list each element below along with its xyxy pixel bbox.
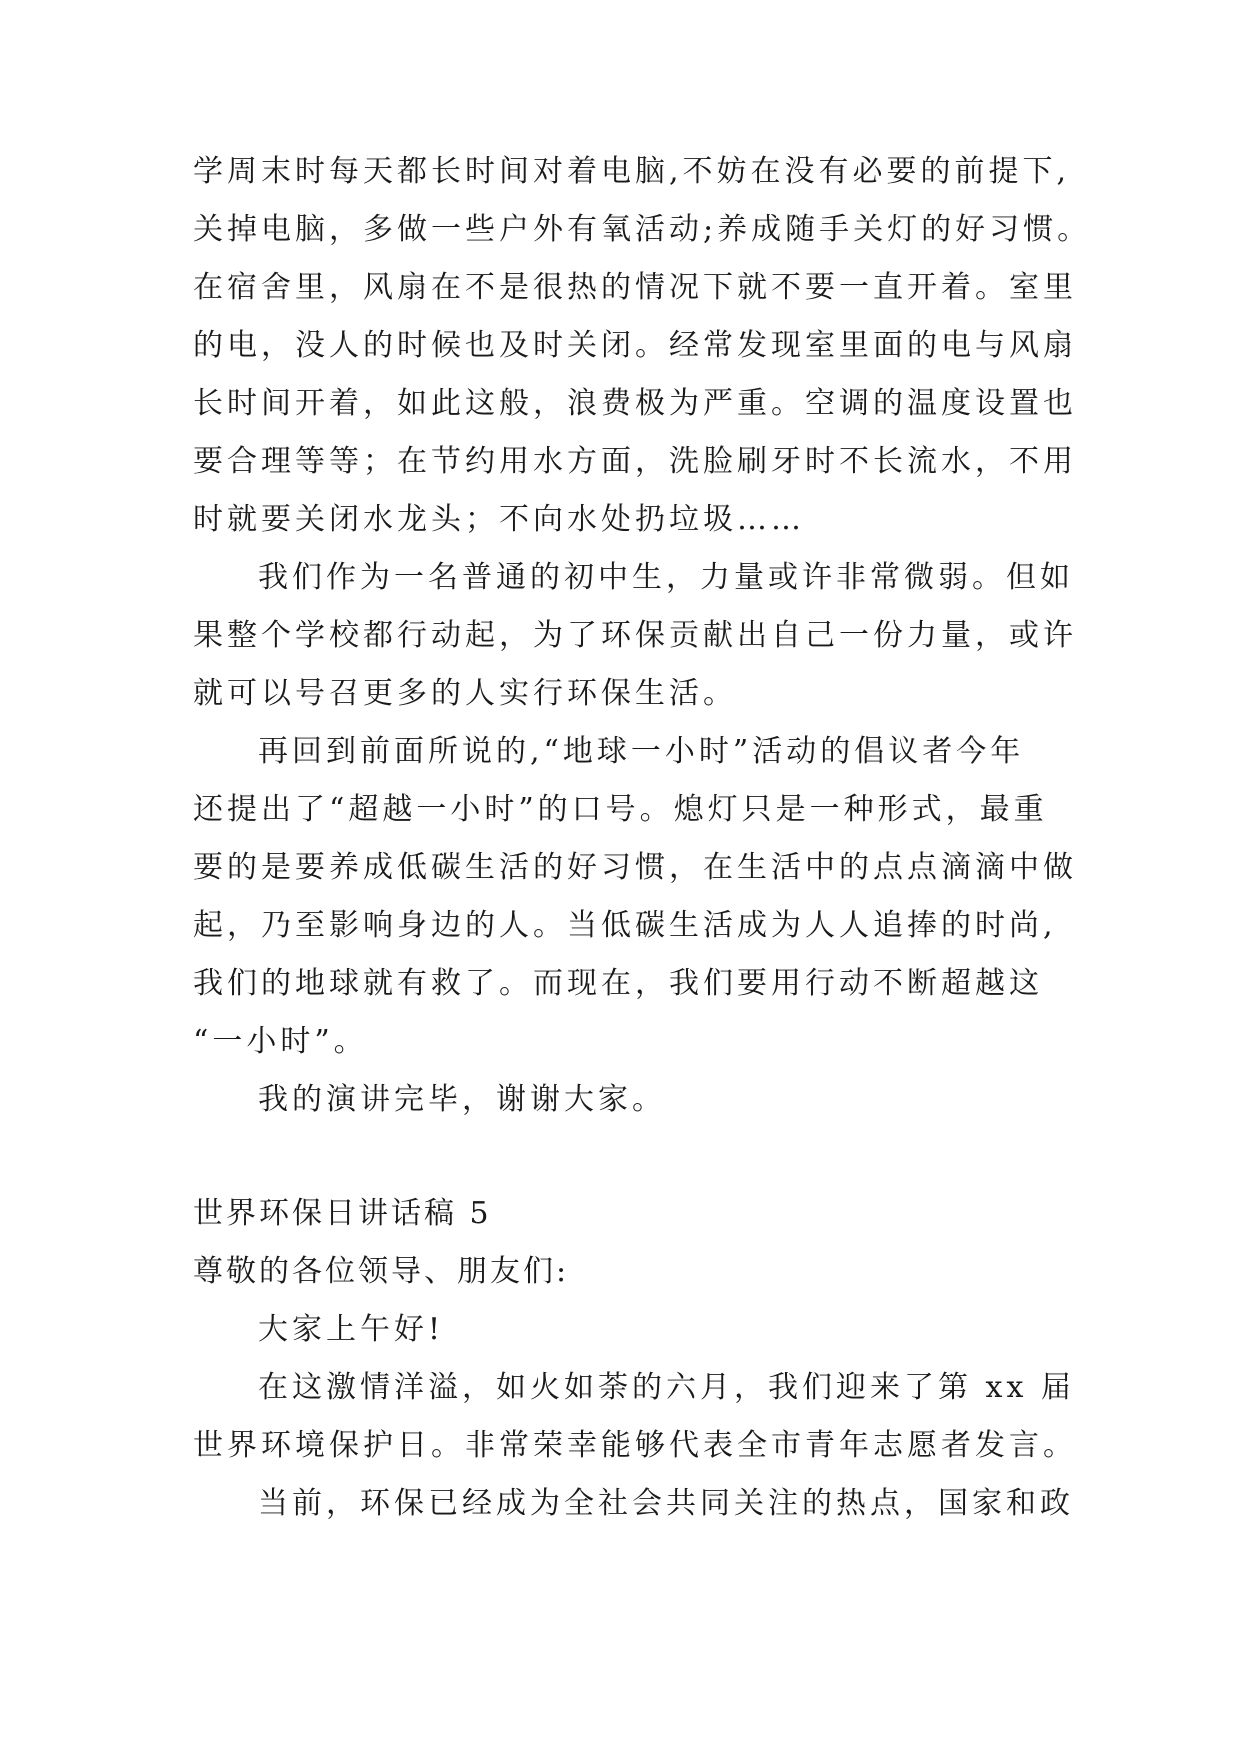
paragraph-line: 起，乃至影响身边的人。当低碳生活成为人人追捧的时尚, — [193, 908, 1057, 943]
paragraph-line: 还提出了“超越一小时”的口号。熄灯只是一种形式，最重 — [193, 792, 1048, 827]
paragraph-line: 我的演讲完毕，谢谢大家。 — [258, 1082, 666, 1117]
paragraph-line: 时就要关闭水龙头；不向水处扔垃圾…… — [193, 502, 805, 537]
paragraph-line: 学周末时每天都长时间对着电脑,不妨在没有必要的前提下, — [193, 154, 1071, 189]
paragraph-line: 世界环境保护日。非常荣幸能够代表全市青年志愿者发言。 — [193, 1428, 1077, 1463]
paragraph-line: 的电，没人的时候也及时关闭。经常发现室里面的电与风扇 — [193, 328, 1077, 363]
paragraph-line: 我们作为一名普通的初中生，力量或许非常微弱。但如 — [258, 560, 1074, 595]
paragraph-line: 关掉电脑，多做一些户外有氧活动;养成随手关灯的好习惯。 — [193, 212, 1092, 247]
greeting: 大家上午好! — [258, 1312, 445, 1347]
section-title: 世界环保日讲话稿 5 — [193, 1196, 492, 1231]
paragraph-line: 要合理等等；在节约用水方面，洗脸刷牙时不长流水，不用 — [193, 444, 1077, 479]
paragraph-line: 我们的地球就有救了。而现在，我们要用行动不断超越这 — [193, 966, 1043, 1001]
paragraph-line: 就可以号召更多的人实行环保生活。 — [193, 676, 737, 711]
paragraph-line: 果整个学校都行动起，为了环保贡献出自己一份力量，或许 — [193, 618, 1077, 653]
paragraph-line: 再回到前面所说的,“地球一小时”活动的倡议者今年 — [258, 734, 1025, 769]
paragraph-line: “一小时”。 — [193, 1024, 368, 1059]
paragraph-line: 要的是要养成低碳生活的好习惯，在生活中的点点滴滴中做 — [193, 850, 1077, 885]
paragraph-line: 在这激情洋溢，如火如荼的六月，我们迎来了第 xx 届 — [258, 1370, 1075, 1405]
paragraph-line: 在宿舍里，风扇在不是很热的情况下就不要一直开着。室里 — [193, 270, 1077, 305]
salutation: 尊敬的各位领导、朋友们: — [193, 1254, 570, 1289]
paragraph-line: 长时间开着，如此这般，浪费极为严重。空调的温度设置也 — [193, 386, 1077, 421]
paragraph-line: 当前，环保已经成为全社会共同关注的热点，国家和政 — [258, 1486, 1074, 1521]
